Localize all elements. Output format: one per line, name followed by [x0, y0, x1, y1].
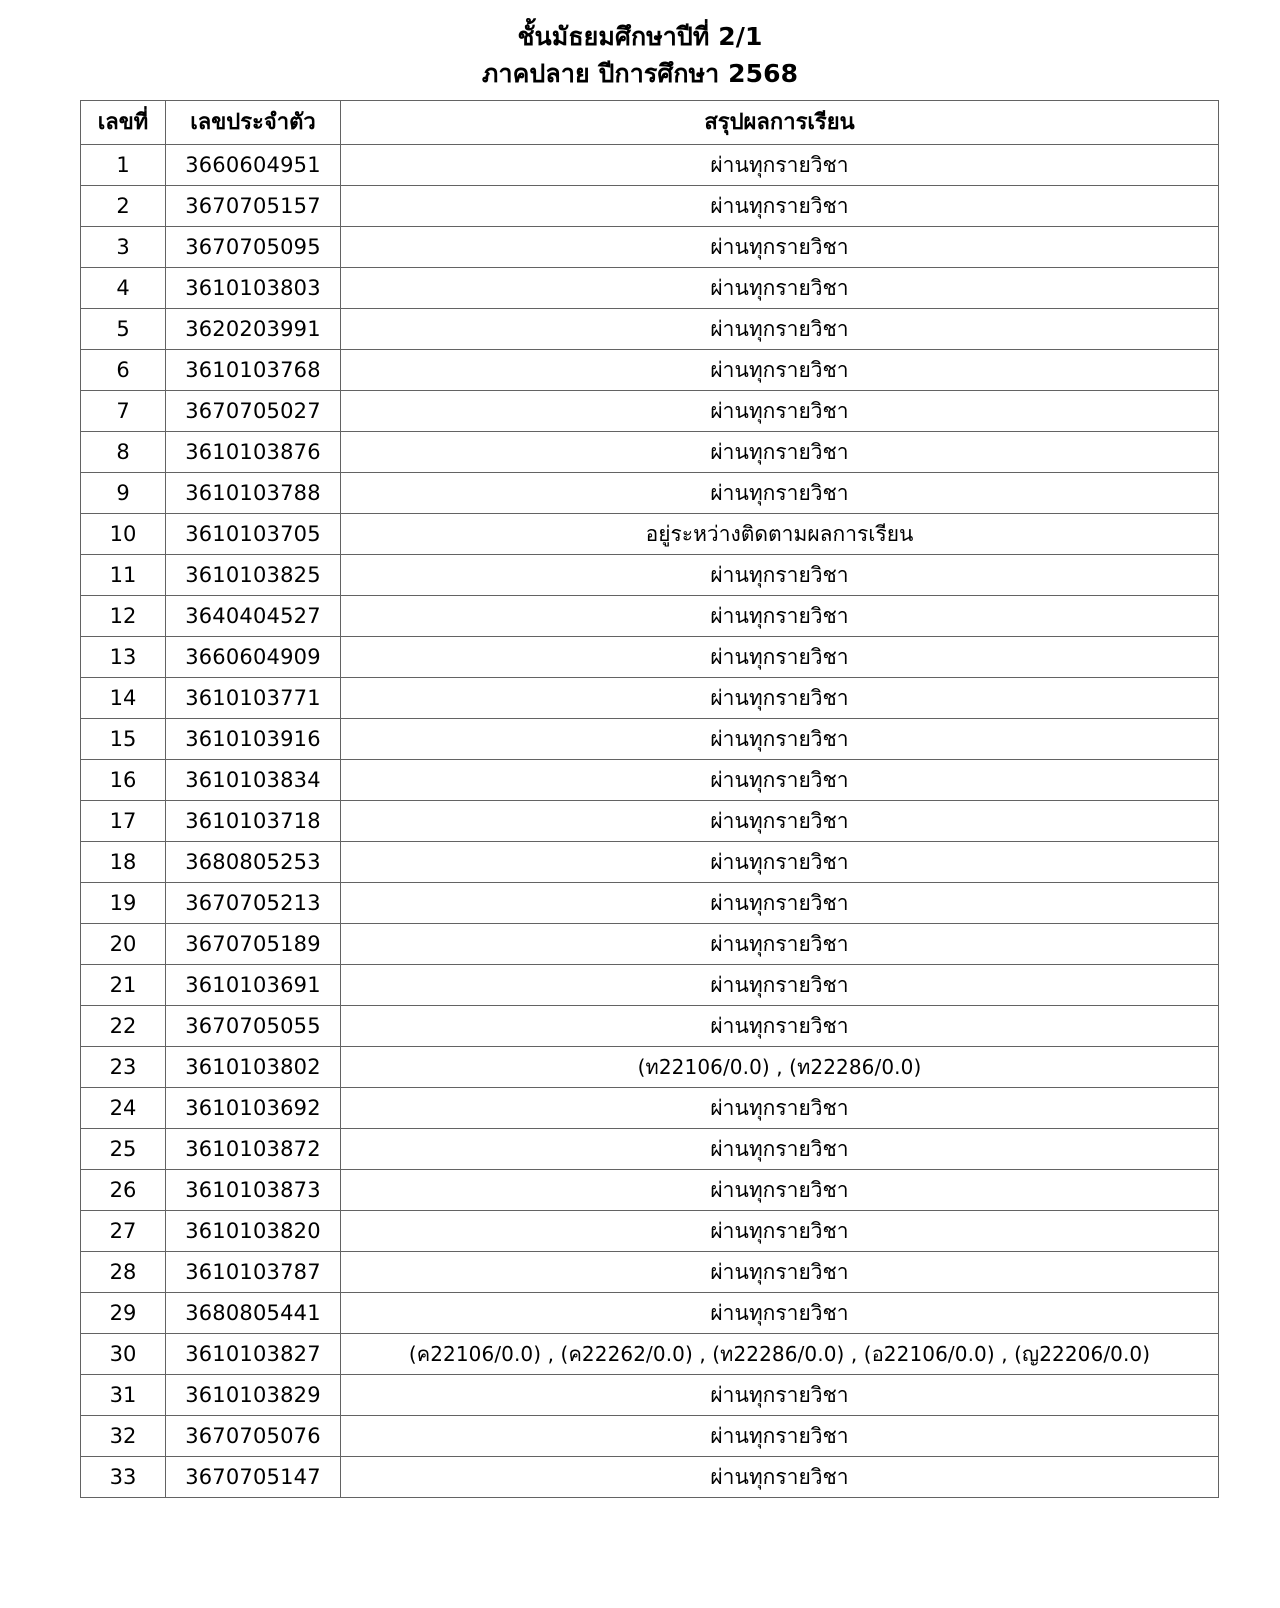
column-header-result: สรุปผลการเรียน: [341, 101, 1219, 145]
cell-result: ผ่านทุกรายวิชา: [341, 145, 1219, 186]
cell-no: 5: [81, 309, 166, 350]
table-row: [81, 350, 1219, 391]
table-row: [81, 760, 1219, 801]
cell-result: ผ่านทุกรายวิชา: [341, 965, 1219, 1006]
cell-result: ผ่านทุกรายวิชา: [341, 1252, 1219, 1293]
table-row: [81, 883, 1219, 924]
table-header-row: [81, 101, 1219, 145]
table-row: [81, 719, 1219, 760]
cell-student-id: 3680805253: [166, 842, 341, 883]
cell-student-id: 3610103916: [166, 719, 341, 760]
table-row: [81, 1416, 1219, 1457]
cell-result: (ท22106/0.0) , (ท22286/0.0): [341, 1047, 1219, 1088]
table-row: [81, 473, 1219, 514]
cell-result: ผ่านทุกรายวิชา: [341, 1088, 1219, 1129]
cell-student-id: 3610103876: [166, 432, 341, 473]
cell-student-id: 3610103768: [166, 350, 341, 391]
page-title-class: ชั้นมัธยมศึกษาปีที่ 2/1: [517, 22, 763, 51]
cell-no: 4: [81, 268, 166, 309]
table-row: [81, 1252, 1219, 1293]
cell-no: 18: [81, 842, 166, 883]
page-title-term: ภาคปลาย ปีการศึกษา 2568: [481, 59, 799, 88]
column-header-student-id: เลขประจำตัว: [166, 101, 341, 145]
document-header: [0, 0, 1280, 92]
table-row: [81, 1088, 1219, 1129]
cell-student-id: 3670705095: [166, 227, 341, 268]
cell-result: ผ่านทุกรายวิชา: [341, 432, 1219, 473]
cell-result: ผ่านทุกรายวิชา: [341, 924, 1219, 965]
cell-student-id: 3610103825: [166, 555, 341, 596]
column-header-no: เลขที่: [81, 101, 166, 145]
table-header: [81, 101, 1219, 145]
table-row: [81, 1170, 1219, 1211]
cell-no: 32: [81, 1416, 166, 1457]
results-table-container: [0, 92, 1280, 1498]
cell-student-id: 3610103691: [166, 965, 341, 1006]
cell-no: 1: [81, 145, 166, 186]
cell-no: 16: [81, 760, 166, 801]
cell-result: ผ่านทุกรายวิชา: [341, 1211, 1219, 1252]
cell-result: ผ่านทุกรายวิชา: [341, 350, 1219, 391]
table-row: [81, 924, 1219, 965]
cell-student-id: 3670705157: [166, 186, 341, 227]
cell-no: 3: [81, 227, 166, 268]
cell-no: 27: [81, 1211, 166, 1252]
cell-student-id: 3610103872: [166, 1129, 341, 1170]
cell-student-id: 3670705076: [166, 1416, 341, 1457]
cell-student-id: 3670705055: [166, 1006, 341, 1047]
table-row: [81, 309, 1219, 350]
cell-student-id: 3610103771: [166, 678, 341, 719]
table-row: [81, 1375, 1219, 1416]
table-row: [81, 1457, 1219, 1498]
table-row: [81, 145, 1219, 186]
cell-result: ผ่านทุกรายวิชา: [341, 1416, 1219, 1457]
cell-no: 20: [81, 924, 166, 965]
cell-no: 10: [81, 514, 166, 555]
cell-student-id: 3610103829: [166, 1375, 341, 1416]
cell-student-id: 3670705027: [166, 391, 341, 432]
table-row: [81, 186, 1219, 227]
cell-student-id: 3620203991: [166, 309, 341, 350]
cell-result: ผ่านทุกรายวิชา: [341, 842, 1219, 883]
cell-result: อยู่ระหว่างติดตามผลการเรียน: [341, 514, 1219, 555]
cell-student-id: 3680805441: [166, 1293, 341, 1334]
cell-student-id: 3670705189: [166, 924, 341, 965]
cell-student-id: 3670705147: [166, 1457, 341, 1498]
cell-student-id: 3670705213: [166, 883, 341, 924]
cell-no: 13: [81, 637, 166, 678]
results-table: [80, 100, 1219, 1498]
table-row: [81, 268, 1219, 309]
cell-student-id: 3610103827: [166, 1334, 341, 1375]
cell-student-id: 3610103873: [166, 1170, 341, 1211]
table-row: [81, 391, 1219, 432]
cell-student-id: 3610103803: [166, 268, 341, 309]
table-row: [81, 1293, 1219, 1334]
table-row: [81, 678, 1219, 719]
cell-no: 9: [81, 473, 166, 514]
cell-student-id: 3660604951: [166, 145, 341, 186]
cell-result: ผ่านทุกรายวิชา: [341, 555, 1219, 596]
cell-student-id: 3610103705: [166, 514, 341, 555]
cell-no: 7: [81, 391, 166, 432]
cell-no: 6: [81, 350, 166, 391]
cell-student-id: 3640404527: [166, 596, 341, 637]
cell-no: 22: [81, 1006, 166, 1047]
cell-result: ผ่านทุกรายวิชา: [341, 678, 1219, 719]
cell-no: 14: [81, 678, 166, 719]
table-row: [81, 801, 1219, 842]
table-row: [81, 1006, 1219, 1047]
cell-result: ผ่านทุกรายวิชา: [341, 760, 1219, 801]
cell-no: 8: [81, 432, 166, 473]
cell-no: 12: [81, 596, 166, 637]
cell-result: ผ่านทุกรายวิชา: [341, 637, 1219, 678]
cell-no: 11: [81, 555, 166, 596]
table-row: [81, 1211, 1219, 1252]
cell-result: ผ่านทุกรายวิชา: [341, 1170, 1219, 1211]
cell-no: 24: [81, 1088, 166, 1129]
cell-student-id: 3610103718: [166, 801, 341, 842]
cell-no: 28: [81, 1252, 166, 1293]
table-row: [81, 555, 1219, 596]
cell-result: (ค22106/0.0) , (ค22262/0.0) , (ท22286/0.0) , (อ22106/0.0) , (ญ22206/0.0): [341, 1334, 1219, 1375]
cell-no: 2: [81, 186, 166, 227]
cell-no: 21: [81, 965, 166, 1006]
cell-result: ผ่านทุกรายวิชา: [341, 268, 1219, 309]
cell-no: 25: [81, 1129, 166, 1170]
cell-student-id: 3610103788: [166, 473, 341, 514]
table-row: [81, 596, 1219, 637]
table-row: [81, 1334, 1219, 1375]
cell-result: ผ่านทุกรายวิชา: [341, 391, 1219, 432]
cell-result: ผ่านทุกรายวิชา: [341, 1006, 1219, 1047]
cell-result: ผ่านทุกรายวิชา: [341, 883, 1219, 924]
table-row: [81, 227, 1219, 268]
cell-student-id: 3610103692: [166, 1088, 341, 1129]
cell-result: ผ่านทุกรายวิชา: [341, 473, 1219, 514]
cell-student-id: 3610103834: [166, 760, 341, 801]
cell-no: 15: [81, 719, 166, 760]
cell-no: 26: [81, 1170, 166, 1211]
table-row: [81, 1047, 1219, 1088]
cell-result: ผ่านทุกรายวิชา: [341, 1293, 1219, 1334]
cell-no: 29: [81, 1293, 166, 1334]
cell-result: ผ่านทุกรายวิชา: [341, 1457, 1219, 1498]
cell-result: ผ่านทุกรายวิชา: [341, 596, 1219, 637]
cell-result: ผ่านทุกรายวิชา: [341, 801, 1219, 842]
table-body: [81, 145, 1219, 1498]
cell-no: 31: [81, 1375, 166, 1416]
cell-result: ผ่านทุกรายวิชา: [341, 1375, 1219, 1416]
table-row: [81, 637, 1219, 678]
table-row: [81, 514, 1219, 555]
table-row: [81, 1129, 1219, 1170]
cell-student-id: 3660604909: [166, 637, 341, 678]
table-row: [81, 432, 1219, 473]
cell-result: ผ่านทุกรายวิชา: [341, 227, 1219, 268]
cell-student-id: 3610103820: [166, 1211, 341, 1252]
cell-no: 33: [81, 1457, 166, 1498]
cell-no: 19: [81, 883, 166, 924]
cell-no: 17: [81, 801, 166, 842]
cell-student-id: 3610103802: [166, 1047, 341, 1088]
table-row: [81, 842, 1219, 883]
cell-student-id: 3610103787: [166, 1252, 341, 1293]
cell-result: ผ่านทุกรายวิชา: [341, 186, 1219, 227]
cell-result: ผ่านทุกรายวิชา: [341, 719, 1219, 760]
cell-result: ผ่านทุกรายวิชา: [341, 309, 1219, 350]
table-row: [81, 965, 1219, 1006]
cell-no: 23: [81, 1047, 166, 1088]
cell-no: 30: [81, 1334, 166, 1375]
cell-result: ผ่านทุกรายวิชา: [341, 1129, 1219, 1170]
